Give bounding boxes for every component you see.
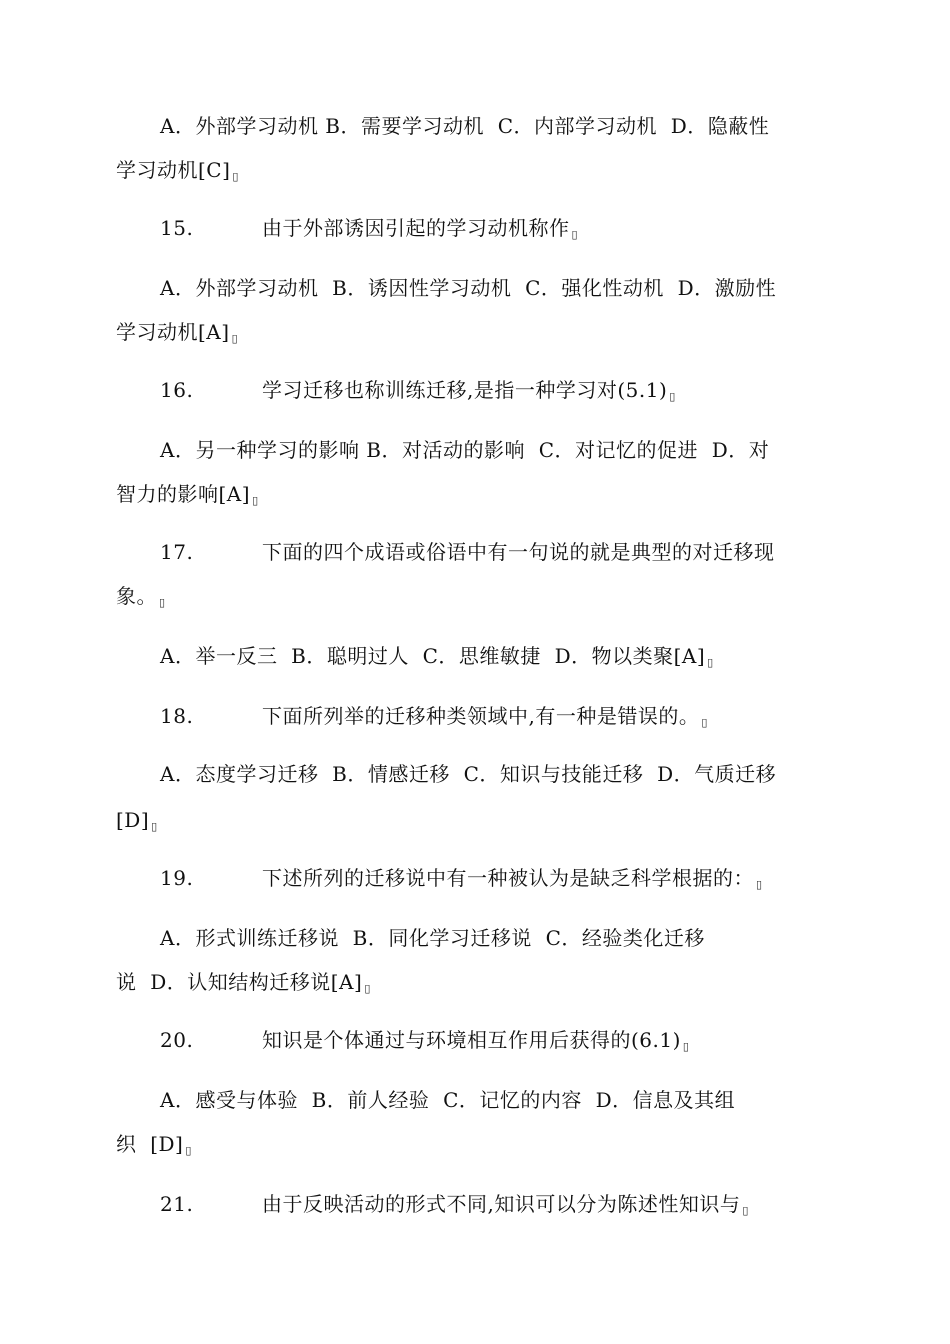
question-content: 知识是个体通过与环境相互作用后获得的(6.1) [262, 1028, 681, 1052]
option-text: A．另一种学习的影响 B．对活动的影响 C．对记忆的促进 D．对 [160, 438, 770, 462]
question-number: 16. [160, 378, 194, 402]
continuation-text [116, 1130, 192, 1165]
continuation-content: 织 [D] [116, 1132, 184, 1156]
question-number: 17. [160, 540, 194, 564]
paragraph-mark-icon: ▯ [232, 170, 239, 183]
paragraph-mark-icon: ▯ [252, 494, 259, 507]
question-number: 15. [160, 216, 194, 240]
option-text: A．外部学习动机 B．需要学习动机 C．内部学习动机 D．隐蔽性 [160, 114, 770, 138]
question-content: 学习迁移也称训练迁移,是指一种学习对(5.1) [262, 378, 668, 402]
option-text [160, 642, 714, 677]
continuation-content: [D] [116, 808, 150, 832]
question-text: 下面的四个成语或俗语中有一句说的就是典型的对迁移现 [262, 540, 775, 564]
continuation-text [116, 318, 238, 353]
continuation-text [116, 582, 166, 617]
continuation-content: 说 D．认知结构迁移说[A] [116, 970, 363, 994]
continuation-text [116, 806, 158, 841]
continuation-content: 象。 [116, 584, 157, 608]
paragraph-mark-icon: ▯ [159, 596, 166, 609]
question-number: 18. [160, 704, 194, 728]
paragraph-mark-icon: ▯ [151, 820, 158, 833]
question-text [262, 214, 578, 249]
question-content: 由于反映活动的形式不同,知识可以分为陈述性知识与 [262, 1192, 741, 1216]
paragraph-mark-icon: ▯ [669, 390, 676, 403]
continuation-content: 智力的影响[A] [116, 482, 251, 506]
question-number: 21. [160, 1192, 194, 1216]
continuation-text [116, 480, 259, 515]
question-text [262, 1026, 689, 1061]
question-text [262, 376, 676, 411]
question-text [262, 864, 763, 899]
continuation-content: 学习动机[C] [116, 158, 231, 182]
paragraph-mark-icon: ▯ [231, 332, 239, 345]
paragraph-mark-icon: ▯ [185, 1144, 192, 1157]
question-content: 由于外部诱因引起的学习动机称作 [262, 216, 570, 240]
option-text: A．感受与体验 B．前人经验 C．记忆的内容 D．信息及其组 [160, 1088, 736, 1112]
question-number: 19. [160, 866, 194, 890]
paragraph-mark-icon: ▯ [742, 1204, 749, 1217]
option-text: A．形式训练迁移说 B．同化学习迁移说 C．经验类化迁移 [160, 926, 705, 950]
paragraph-mark-icon: ▯ [682, 1040, 690, 1053]
option-content: A．举一反三 B．聪明过人 C．思维敏捷 D．物以类聚[A] [160, 644, 706, 668]
question-content: 下述所列的迁移说中有一种被认为是缺乏科学根据的： [262, 866, 754, 890]
option-text: A．态度学习迁移 B．情感迁移 C．知识与技能迁移 D．气质迁移 [160, 762, 777, 786]
paragraph-mark-icon: ▯ [707, 656, 714, 669]
question-text [262, 1190, 749, 1225]
paragraph-mark-icon: ▯ [756, 878, 763, 891]
question-text [262, 702, 708, 737]
continuation-text [116, 156, 239, 191]
paragraph-mark-icon: ▯ [364, 982, 371, 995]
option-text: A．外部学习动机 B．诱因性学习动机 C．强化性动机 D．激励性 [160, 276, 777, 300]
paragraph-mark-icon: ▯ [701, 716, 708, 729]
continuation-text [116, 968, 371, 1003]
question-content: 下面所列举的迁移种类领域中,有一种是错误的。 [262, 704, 700, 728]
paragraph-mark-icon: ▯ [571, 228, 579, 241]
question-number: 20. [160, 1028, 194, 1052]
continuation-content: 学习动机[A] [116, 320, 230, 344]
